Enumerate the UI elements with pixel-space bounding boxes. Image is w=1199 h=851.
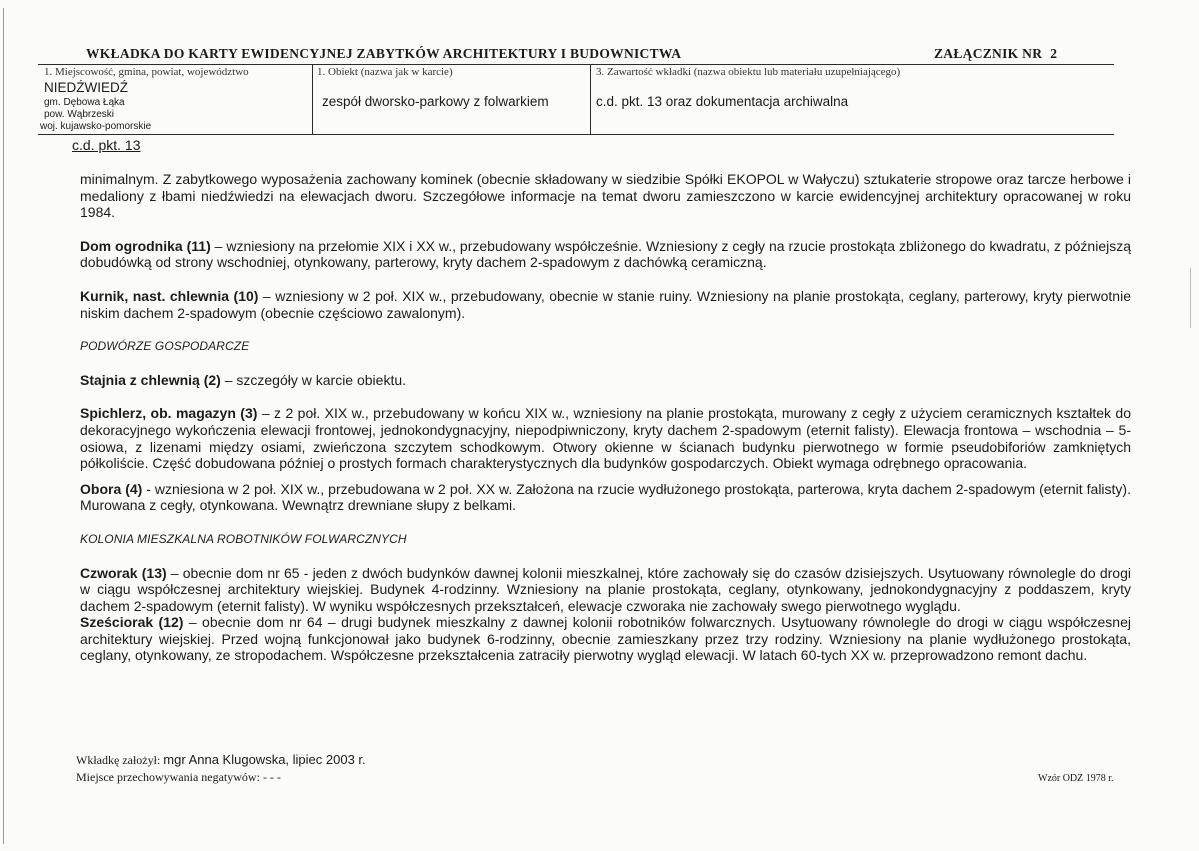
paragraph-obora: [80, 481, 1131, 514]
paragraph-text: - wzniesiona w 2 poł. XIX w., przebudowana w 2 poł. XX w. Założona na rzucie wydłużonego prostokąta, parterowa, kryta dachem 2-spadowym (eternit falisty). Murowana z cegły, otynkowana. Wewnątrz drewniane słupy z belkami.: [80, 480, 1131, 514]
location-gmina: gm. Dębowa Łąka: [44, 97, 125, 108]
founder-value: mgr Anna Klugowska, lipiec 2003 r.: [163, 752, 366, 767]
paragraph-title: Stajnia z chlewnią (2): [80, 371, 221, 388]
object-label: 1. Obiekt (nazwa jak w karcie): [317, 66, 453, 78]
footer-founder: [76, 752, 366, 768]
page-edge-right: [1190, 268, 1191, 328]
paragraph-kurnik: [80, 288, 1131, 321]
negatives-value: - - -: [262, 770, 281, 784]
footer-negatives: [76, 770, 281, 785]
paragraph-title: Kurnik, nast. chlewnia (10): [80, 287, 259, 304]
paragraph-title: Dom ogrodnika (11): [80, 237, 211, 254]
annex-number: 2: [1050, 46, 1058, 61]
paragraph-text: – obecnie dom nr 64 – drugi budynek mieszkalny z dawnej kolonii robotników folwarcznych. Usytuowany równolegle do drogi w ciągu współczesnej architektury wiejskiej. Przed wojną funkcjonował jako budynek 6-rodzinny, obecnie zamieszkany przez trzy rodziny. Wzniesiony na planie wydłużonego prostokąta, ceglany, otynkowany, ze stropodachem. Współczesne przekształcenia zatraciły pierwotny wygląd elewacji. W latach 60-tych XX w. przeprowadzono remont dachu.: [80, 614, 1131, 664]
paragraph-szesciorak: [80, 614, 1131, 664]
paragraph-text: – obecnie dom nr 65 - jeden z dwóch budynków dawnej kolonii mieszkalnej, które zachowały się do czasów dzisiejszych. Usytuowany równolegle do drogi w ciągu współczesnej architektury wiejskiej. Budynek 4-rodzinny. Wzniesiony na planie prostokąta, ceglany, otynkowany, jednokondygnacyjny z poddaszem, kryty dachem 2-spadowym (eternit falisty). W wyniku współczesnych przekształceń, elewacje czworaka nie zachowały swego pierwotnego wyglądu.: [80, 564, 1131, 614]
footer-template: Wzór ODZ 1978 r.: [1038, 773, 1114, 784]
location-label: 1. Miejscowość, gmina, powiat, województwo: [44, 66, 249, 78]
continuation-note: c.d. pkt. 13: [72, 137, 141, 153]
object-value: zespół dworsko-parkowy z folwarkiem: [322, 94, 549, 109]
paragraph-title: Sześciorak (12): [80, 614, 184, 631]
founder-label: Wkładkę założył:: [76, 753, 164, 767]
document-title: WKŁADKA DO KARTY EWIDENCYJNEJ ZABYTKÓW ARCHITEKTURY I BUDOWNICTWA: [86, 46, 682, 61]
paragraph-czworak: [80, 565, 1131, 615]
paragraph-stajnia: [80, 372, 1131, 389]
table-divider-2: [590, 64, 591, 134]
page-edge-left: [3, 8, 4, 844]
intro-paragraph: minimalnym. Z zabytkowego wyposażenia zachowany kominek (obecnie składowany w siedzibie Spółki EKOPOL w Wałyczu) sztukaterie stropowe oraz tarcze herbowe i medaliony z łbami niedźwiedzi na elewacjach dworu. Szczegółowe informacje na temat dworu zamieszczono w karcie ewidencyjnej architektury opracowanej w roku 1984.: [80, 171, 1131, 221]
content-label: 3. Zawartość wkładki (nazwa obiektu lub materiału uzupełniającego): [596, 66, 901, 78]
table-rule-bottom: [38, 134, 1114, 135]
document-body: [80, 171, 1131, 664]
paragraph-text: – wzniesiony w 2 poł. XIX w., przebudowany, obecnie w stanie ruiny. Wzniesiony na planie prostokąta, ceglany, parterowy, kryty pierwotnie niskim dachem 2-spadowym (obecnie częściowo zawalonym).: [80, 287, 1131, 321]
table-divider-1: [312, 64, 313, 134]
location-woj: woj. kujawsko-pomorskie: [40, 121, 152, 132]
negatives-label: Miejsce przechowywania negatywów:: [76, 770, 263, 784]
content-value: c.d. pkt. 13 oraz dokumentacja archiwalna: [596, 94, 849, 109]
location-name: NIEDŹWIEDŹ: [44, 80, 128, 95]
annex-label-text: ZAŁĄCZNIK NR: [934, 46, 1043, 61]
paragraph-text: – wzniesiony na przełomie XIX i XX w., przebudowany współcześnie. Wzniesiony z cegły na rzucie prostokąta zbliżonego do kwadratu, z późniejszą dobudówką od strony wschodniej, otynkowany, parterowy, kryty dachem 2-spadowym z dachówką ceramiczną.: [80, 237, 1132, 271]
annex-label: [934, 46, 1057, 62]
paragraph-title: Spichlerz, ob. magazyn (3): [80, 405, 258, 422]
section-heading-podworze: PODWÓRZE GOSPODARCZE: [80, 339, 250, 354]
location-powiat: pow. Wąbrzeski: [44, 109, 115, 120]
paragraph-title: Obora (4): [80, 480, 143, 497]
paragraph-dom-ogrodnika: [80, 238, 1131, 271]
paragraph-text: – szczegóły w karcie obiektu.: [220, 371, 407, 388]
table-rule-top: [38, 64, 1114, 65]
paragraph-text: – z 2 poł. XIX w., przebudowany w końcu XIX w., wzniesiony na planie prostokąta, murowany z cegły z użyciem ceramicznych kształtek do dekoracyjnego wykończenia elewacji frontowej, jednokondygnacyjny, niepodpiwniczony, kryty dachem 2-spadowym (eternit falisty). Elewacja frontowa – wschodnia – 5-osiowa, z lizenami między osiami, zwieńczona szczytem schodkowym. Otwory okienne w ścianach budynku pierwotnego w formie pseudobiforiów zamkniętych półkoliście. Część dobudowana później o prostych formach charakterystycznych dla budynków gospodarczych. Obiekt wymaga odrębnego opracowania.: [80, 405, 1131, 472]
section-heading-kolonia: KOLONIA MIESZKALNA ROBOTNIKÓW FOLWARCZNYCH: [80, 531, 407, 546]
paragraph-title: Czworak (13): [80, 564, 167, 581]
paragraph-spichlerz: [80, 405, 1131, 471]
